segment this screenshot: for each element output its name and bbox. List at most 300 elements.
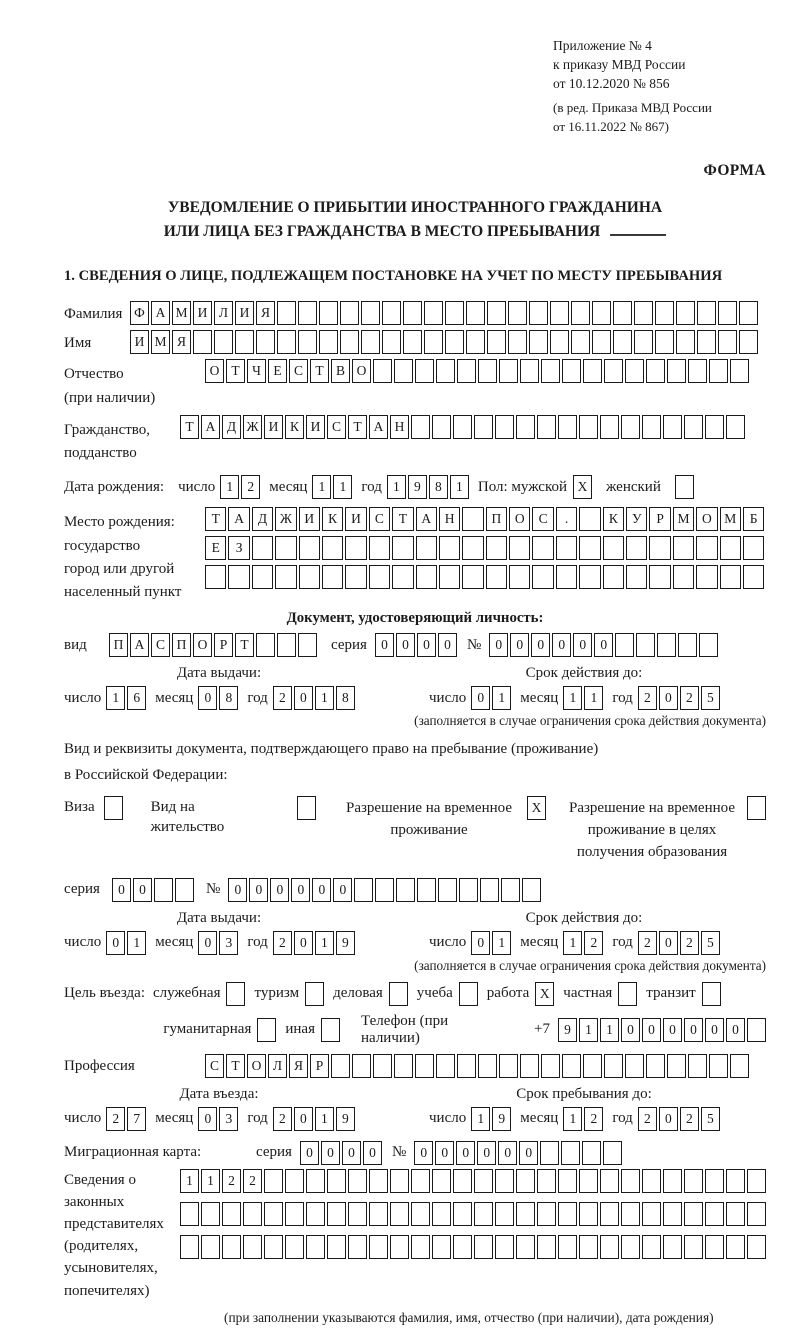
char-box-empty[interactable] (613, 301, 632, 325)
char-box-empty[interactable] (373, 359, 392, 383)
char-box-empty[interactable] (439, 536, 460, 560)
char-box-filled[interactable]: 0 (112, 878, 131, 902)
char-box-filled[interactable]: И (235, 301, 254, 325)
char-box-filled[interactable]: Б (743, 507, 764, 531)
char-box-filled[interactable]: Р (310, 1054, 329, 1078)
char-box-filled[interactable]: 2 (106, 1107, 125, 1131)
char-box-empty[interactable] (298, 330, 317, 354)
char-box-empty[interactable] (345, 536, 366, 560)
char-box-empty[interactable] (457, 1054, 476, 1078)
char-box-filled[interactable]: Т (226, 359, 245, 383)
char-box-filled[interactable]: Н (439, 507, 460, 531)
char-box-filled[interactable]: О (193, 633, 212, 657)
work-checkbox[interactable]: X (535, 982, 554, 1006)
char-box-empty[interactable] (558, 1169, 577, 1193)
char-box-filled[interactable]: 0 (519, 1141, 538, 1165)
char-box-filled[interactable]: К (285, 415, 304, 439)
char-box-filled[interactable]: 0 (375, 633, 394, 657)
char-box-empty[interactable] (340, 301, 359, 325)
char-box-empty[interactable] (243, 1202, 262, 1226)
char-box-filled[interactable]: К (603, 507, 624, 531)
char-box-filled[interactable]: О (509, 507, 530, 531)
char-box-empty[interactable] (322, 536, 343, 560)
char-box-empty[interactable] (252, 536, 273, 560)
char-box-empty[interactable] (369, 536, 390, 560)
char-box-empty[interactable] (411, 1202, 430, 1226)
char-box-empty[interactable] (600, 1169, 619, 1193)
private-checkbox[interactable] (618, 982, 637, 1006)
char-box-filled[interactable]: Ч (247, 359, 266, 383)
char-box-empty[interactable] (520, 359, 539, 383)
char-box-filled[interactable]: Я (289, 1054, 308, 1078)
char-box-empty[interactable] (319, 301, 338, 325)
char-box-filled[interactable]: X (573, 475, 592, 499)
char-box-filled[interactable]: 0 (684, 1018, 703, 1042)
char-box-empty[interactable] (621, 1235, 640, 1259)
char-box-empty[interactable] (697, 330, 716, 354)
char-box-empty[interactable] (649, 536, 670, 560)
char-box-filled[interactable]: 0 (471, 931, 490, 955)
char-box-filled[interactable]: 1 (201, 1169, 220, 1193)
char-box-empty[interactable] (474, 1202, 493, 1226)
char-box-empty[interactable] (394, 359, 413, 383)
char-box-empty[interactable] (394, 1054, 413, 1078)
char-box-filled[interactable]: 0 (106, 931, 125, 955)
char-box-empty[interactable] (369, 1202, 388, 1226)
char-box-filled[interactable]: 1 (584, 686, 603, 710)
char-box-empty[interactable] (540, 1141, 559, 1165)
char-box-filled[interactable]: 1 (333, 475, 352, 499)
char-box-filled[interactable]: 5 (701, 1107, 720, 1131)
char-box-empty[interactable] (403, 330, 422, 354)
char-box-empty[interactable] (747, 1202, 766, 1226)
char-box-empty[interactable] (486, 565, 507, 589)
char-box-empty[interactable] (579, 565, 600, 589)
char-box-empty[interactable] (285, 1235, 304, 1259)
char-box-empty[interactable] (558, 1202, 577, 1226)
char-box-empty[interactable] (243, 1235, 262, 1259)
char-box-empty[interactable] (537, 415, 556, 439)
char-box-empty[interactable] (579, 1202, 598, 1226)
char-box-empty[interactable] (603, 565, 624, 589)
char-box-filled[interactable]: А (151, 301, 170, 325)
char-box-empty[interactable] (474, 415, 493, 439)
char-box-empty[interactable] (424, 330, 443, 354)
char-box-filled[interactable]: 2 (638, 931, 657, 955)
char-box-filled[interactable]: Е (205, 536, 226, 560)
char-box-empty[interactable] (175, 878, 194, 902)
char-box-filled[interactable]: 0 (531, 633, 550, 657)
char-box-empty[interactable] (327, 1169, 346, 1193)
char-box-empty[interactable] (228, 565, 249, 589)
char-box-empty[interactable] (649, 565, 670, 589)
char-box-empty[interactable] (516, 415, 535, 439)
char-box-empty[interactable] (445, 301, 464, 325)
transit-checkbox[interactable] (702, 982, 721, 1006)
char-box-filled[interactable]: Е (268, 359, 287, 383)
char-box-empty[interactable] (462, 565, 483, 589)
char-box-empty[interactable] (550, 330, 569, 354)
char-box-filled[interactable]: 0 (573, 633, 592, 657)
char-box-empty[interactable] (369, 1235, 388, 1259)
char-box-filled[interactable]: 0 (294, 1107, 313, 1131)
char-box-empty[interactable] (684, 1202, 703, 1226)
char-box-filled[interactable]: 2 (680, 1107, 699, 1131)
char-box-empty[interactable] (516, 1235, 535, 1259)
char-box-empty[interactable] (416, 565, 437, 589)
char-box-empty[interactable] (319, 330, 338, 354)
char-box-empty[interactable] (256, 633, 275, 657)
char-box-filled[interactable]: З (228, 536, 249, 560)
char-box-empty[interactable] (495, 415, 514, 439)
char-box-empty[interactable] (709, 1054, 728, 1078)
char-box-filled[interactable]: М (720, 507, 741, 531)
char-box-filled[interactable]: С (327, 415, 346, 439)
char-box-filled[interactable]: 5 (701, 931, 720, 955)
char-box-filled[interactable]: 9 (408, 475, 427, 499)
char-box-empty[interactable] (699, 633, 718, 657)
char-box-empty[interactable] (579, 507, 600, 531)
char-box-empty[interactable] (432, 1235, 451, 1259)
char-box-filled[interactable]: 0 (198, 1107, 217, 1131)
char-box-empty[interactable] (634, 330, 653, 354)
char-box-filled[interactable]: 0 (489, 633, 508, 657)
char-box-empty[interactable] (634, 301, 653, 325)
char-box-empty[interactable] (298, 633, 317, 657)
char-box-empty[interactable] (709, 359, 728, 383)
char-box-empty[interactable] (676, 330, 695, 354)
char-box-filled[interactable]: 1 (220, 475, 239, 499)
char-box-empty[interactable] (369, 1169, 388, 1193)
char-box-empty[interactable] (415, 359, 434, 383)
char-box-filled[interactable]: 2 (680, 931, 699, 955)
char-box-empty[interactable] (415, 1054, 434, 1078)
char-box-filled[interactable]: С (151, 633, 170, 657)
char-box-empty[interactable] (348, 1169, 367, 1193)
char-box-empty[interactable] (655, 301, 674, 325)
char-box-filled[interactable]: К (322, 507, 343, 531)
char-box-empty[interactable] (327, 1202, 346, 1226)
char-box-filled[interactable]: 0 (726, 1018, 745, 1042)
char-box-empty[interactable] (615, 633, 634, 657)
char-box-empty[interactable] (696, 536, 717, 560)
char-box-filled[interactable]: П (172, 633, 191, 657)
char-box-empty[interactable] (331, 1054, 350, 1078)
char-box-empty[interactable] (592, 301, 611, 325)
char-box-empty[interactable] (298, 301, 317, 325)
char-box-empty[interactable] (600, 1202, 619, 1226)
char-box-empty[interactable] (582, 1141, 601, 1165)
char-box-filled[interactable]: 0 (228, 878, 247, 902)
char-box-filled[interactable]: С (289, 359, 308, 383)
char-box-empty[interactable] (678, 633, 697, 657)
humanitarian-checkbox[interactable] (257, 1018, 276, 1042)
char-box-filled[interactable]: Т (235, 633, 254, 657)
char-box-filled[interactable]: Ж (275, 507, 296, 531)
char-box-empty[interactable] (516, 1169, 535, 1193)
char-box-empty[interactable] (636, 633, 655, 657)
char-box-empty[interactable] (369, 565, 390, 589)
char-box-empty[interactable] (345, 565, 366, 589)
official-checkbox[interactable] (226, 982, 245, 1006)
char-box-empty[interactable] (252, 565, 273, 589)
char-box-empty[interactable] (411, 415, 430, 439)
char-box-filled[interactable]: М (172, 301, 191, 325)
char-box-empty[interactable] (663, 1169, 682, 1193)
char-box-empty[interactable] (726, 1169, 745, 1193)
char-box-filled[interactable]: 2 (243, 1169, 262, 1193)
char-box-empty[interactable] (558, 1235, 577, 1259)
char-box-empty[interactable] (600, 415, 619, 439)
char-box-empty[interactable] (432, 415, 451, 439)
char-box-empty[interactable] (222, 1202, 241, 1226)
char-box-empty[interactable] (495, 1169, 514, 1193)
char-box-empty[interactable] (264, 1235, 283, 1259)
char-box-empty[interactable] (453, 415, 472, 439)
char-box-filled[interactable]: 0 (659, 1107, 678, 1131)
char-box-empty[interactable] (696, 565, 717, 589)
char-box-filled[interactable]: 7 (127, 1107, 146, 1131)
char-box-filled[interactable]: 2 (584, 1107, 603, 1131)
char-box-filled[interactable]: 8 (429, 475, 448, 499)
char-box-empty[interactable] (256, 330, 275, 354)
char-box-filled[interactable]: 0 (417, 633, 436, 657)
char-box-filled[interactable]: 0 (291, 878, 310, 902)
char-box-filled[interactable]: 2 (584, 931, 603, 955)
char-box-filled[interactable]: И (299, 507, 320, 531)
char-box-empty[interactable] (411, 1169, 430, 1193)
char-box-empty[interactable] (604, 1054, 623, 1078)
char-box-empty[interactable] (747, 796, 766, 820)
char-box-empty[interactable] (474, 1169, 493, 1193)
char-box-empty[interactable] (180, 1235, 199, 1259)
char-box-filled[interactable]: С (532, 507, 553, 531)
char-box-empty[interactable] (495, 1202, 514, 1226)
char-box-filled[interactable]: И (130, 330, 149, 354)
char-box-empty[interactable] (673, 536, 694, 560)
char-box-empty[interactable] (529, 301, 548, 325)
char-box-empty[interactable] (201, 1235, 220, 1259)
char-box-empty[interactable] (642, 415, 661, 439)
char-box-empty[interactable] (561, 1141, 580, 1165)
char-box-empty[interactable] (480, 878, 499, 902)
char-box-filled[interactable]: 2 (273, 1107, 292, 1131)
char-box-empty[interactable] (453, 1169, 472, 1193)
char-box-filled[interactable]: Н (390, 415, 409, 439)
char-box-empty[interactable] (571, 301, 590, 325)
char-box-filled[interactable]: 1 (315, 931, 334, 955)
char-box-empty[interactable] (392, 565, 413, 589)
char-box-empty[interactable] (571, 330, 590, 354)
char-box-empty[interactable] (667, 359, 686, 383)
char-box-filled[interactable]: С (369, 507, 390, 531)
char-box-empty[interactable] (642, 1235, 661, 1259)
char-box-filled[interactable]: 0 (471, 686, 490, 710)
char-box-filled[interactable]: 0 (249, 878, 268, 902)
char-box-empty[interactable] (675, 475, 694, 499)
char-box-filled[interactable]: И (264, 415, 283, 439)
char-box-filled[interactable]: 0 (498, 1141, 517, 1165)
char-box-empty[interactable] (684, 1169, 703, 1193)
char-box-empty[interactable] (495, 1235, 514, 1259)
char-box-filled[interactable]: 1 (450, 475, 469, 499)
char-box-filled[interactable]: И (306, 415, 325, 439)
char-box-empty[interactable] (411, 1235, 430, 1259)
char-box-empty[interactable] (499, 1054, 518, 1078)
tourism-checkbox[interactable] (305, 982, 324, 1006)
char-box-empty[interactable] (726, 1202, 745, 1226)
char-box-filled[interactable]: 1 (180, 1169, 199, 1193)
char-box-empty[interactable] (657, 633, 676, 657)
char-box-empty[interactable] (436, 359, 455, 383)
char-box-filled[interactable]: 2 (241, 475, 260, 499)
char-box-filled[interactable]: 0 (510, 633, 529, 657)
char-box-empty[interactable] (720, 536, 741, 560)
char-box-empty[interactable] (264, 1169, 283, 1193)
char-box-empty[interactable] (726, 1235, 745, 1259)
char-box-empty[interactable] (558, 415, 577, 439)
char-box-empty[interactable] (688, 1054, 707, 1078)
char-box-empty[interactable] (626, 565, 647, 589)
char-box-filled[interactable]: 2 (638, 1107, 657, 1131)
char-box-empty[interactable] (432, 1202, 451, 1226)
char-box-filled[interactable]: О (247, 1054, 266, 1078)
business-checkbox[interactable] (389, 982, 408, 1006)
char-box-empty[interactable] (743, 565, 764, 589)
char-box-empty[interactable] (739, 301, 758, 325)
char-box-empty[interactable] (613, 330, 632, 354)
char-box-empty[interactable] (684, 415, 703, 439)
char-box-empty[interactable] (375, 878, 394, 902)
char-box-empty[interactable] (739, 330, 758, 354)
char-box-filled[interactable]: 2 (273, 931, 292, 955)
char-box-empty[interactable] (541, 359, 560, 383)
char-box-filled[interactable]: . (556, 507, 577, 531)
char-box-empty[interactable] (642, 1202, 661, 1226)
char-box-filled[interactable]: А (369, 415, 388, 439)
char-box-filled[interactable]: Р (214, 633, 233, 657)
char-box-empty[interactable] (522, 878, 541, 902)
char-box-empty[interactable] (201, 1202, 220, 1226)
char-box-filled[interactable]: А (416, 507, 437, 531)
char-box-empty[interactable] (603, 536, 624, 560)
char-box-empty[interactable] (299, 536, 320, 560)
char-box-empty[interactable] (747, 1169, 766, 1193)
char-box-empty[interactable] (579, 1235, 598, 1259)
char-box-filled[interactable]: 0 (294, 931, 313, 955)
char-box-filled[interactable]: 1 (600, 1018, 619, 1042)
char-box-empty[interactable] (509, 536, 530, 560)
char-box-empty[interactable] (275, 565, 296, 589)
char-box-empty[interactable] (462, 536, 483, 560)
char-box-empty[interactable] (361, 330, 380, 354)
char-box-empty[interactable] (390, 1169, 409, 1193)
char-box-empty[interactable] (214, 330, 233, 354)
char-box-filled[interactable]: 0 (363, 1141, 382, 1165)
char-box-empty[interactable] (604, 359, 623, 383)
char-box-empty[interactable] (104, 796, 123, 820)
char-box-filled[interactable]: 0 (477, 1141, 496, 1165)
char-box-filled[interactable]: У (626, 507, 647, 531)
char-box-filled[interactable]: О (696, 507, 717, 531)
char-box-empty[interactable] (327, 1235, 346, 1259)
char-box-empty[interactable] (462, 507, 483, 531)
char-box-filled[interactable]: 0 (552, 633, 571, 657)
char-box-empty[interactable] (600, 1235, 619, 1259)
char-box-filled[interactable]: 3 (219, 931, 238, 955)
char-box-filled[interactable]: 0 (198, 931, 217, 955)
char-box-empty[interactable] (655, 330, 674, 354)
char-box-filled[interactable]: 0 (333, 878, 352, 902)
char-box-empty[interactable] (432, 1169, 451, 1193)
char-box-empty[interactable] (646, 1054, 665, 1078)
char-box-empty[interactable] (667, 1054, 686, 1078)
char-box-empty[interactable] (743, 536, 764, 560)
char-box-empty[interactable] (730, 359, 749, 383)
char-box-empty[interactable] (277, 301, 296, 325)
char-box-empty[interactable] (486, 536, 507, 560)
char-box-filled[interactable]: И (193, 301, 212, 325)
char-box-empty[interactable] (453, 1202, 472, 1226)
char-box-empty[interactable] (583, 1054, 602, 1078)
char-box-empty[interactable] (180, 1202, 199, 1226)
char-box-empty[interactable] (297, 796, 316, 820)
char-box-empty[interactable] (579, 415, 598, 439)
char-box-filled[interactable]: 0 (396, 633, 415, 657)
char-box-empty[interactable] (646, 359, 665, 383)
char-box-empty[interactable] (436, 1054, 455, 1078)
char-box-filled[interactable]: В (331, 359, 350, 383)
char-box-empty[interactable] (396, 878, 415, 902)
char-box-filled[interactable]: 1 (492, 686, 511, 710)
char-box-empty[interactable] (417, 878, 436, 902)
char-box-filled[interactable]: Т (392, 507, 413, 531)
char-box-filled[interactable]: 0 (435, 1141, 454, 1165)
char-box-empty[interactable] (730, 1054, 749, 1078)
char-box-empty[interactable] (382, 301, 401, 325)
char-box-filled[interactable]: Ж (243, 415, 262, 439)
char-box-empty[interactable] (684, 1235, 703, 1259)
char-box-empty[interactable] (348, 1235, 367, 1259)
char-box-empty[interactable] (562, 1054, 581, 1078)
char-box-empty[interactable] (603, 1141, 622, 1165)
char-box-empty[interactable] (373, 1054, 392, 1078)
char-box-empty[interactable] (499, 359, 518, 383)
char-box-filled[interactable]: Р (649, 507, 670, 531)
char-box-empty[interactable] (285, 1202, 304, 1226)
char-box-filled[interactable]: И (345, 507, 366, 531)
char-box-empty[interactable] (306, 1169, 325, 1193)
char-box-filled[interactable]: 0 (133, 878, 152, 902)
char-box-filled[interactable]: 2 (222, 1169, 241, 1193)
char-box-empty[interactable] (322, 565, 343, 589)
char-box-empty[interactable] (354, 878, 373, 902)
char-box-empty[interactable] (348, 1202, 367, 1226)
char-box-empty[interactable] (474, 1235, 493, 1259)
char-box-empty[interactable] (625, 1054, 644, 1078)
char-box-filled[interactable]: Т (180, 415, 199, 439)
char-box-filled[interactable]: 0 (342, 1141, 361, 1165)
char-box-empty[interactable] (466, 301, 485, 325)
char-box-filled[interactable]: 9 (336, 931, 355, 955)
char-box-empty[interactable] (663, 1235, 682, 1259)
char-box-empty[interactable] (390, 1202, 409, 1226)
char-box-filled[interactable]: 0 (438, 633, 457, 657)
char-box-empty[interactable] (501, 878, 520, 902)
char-box-empty[interactable] (416, 536, 437, 560)
char-box-empty[interactable] (264, 1202, 283, 1226)
char-box-filled[interactable]: О (205, 359, 224, 383)
